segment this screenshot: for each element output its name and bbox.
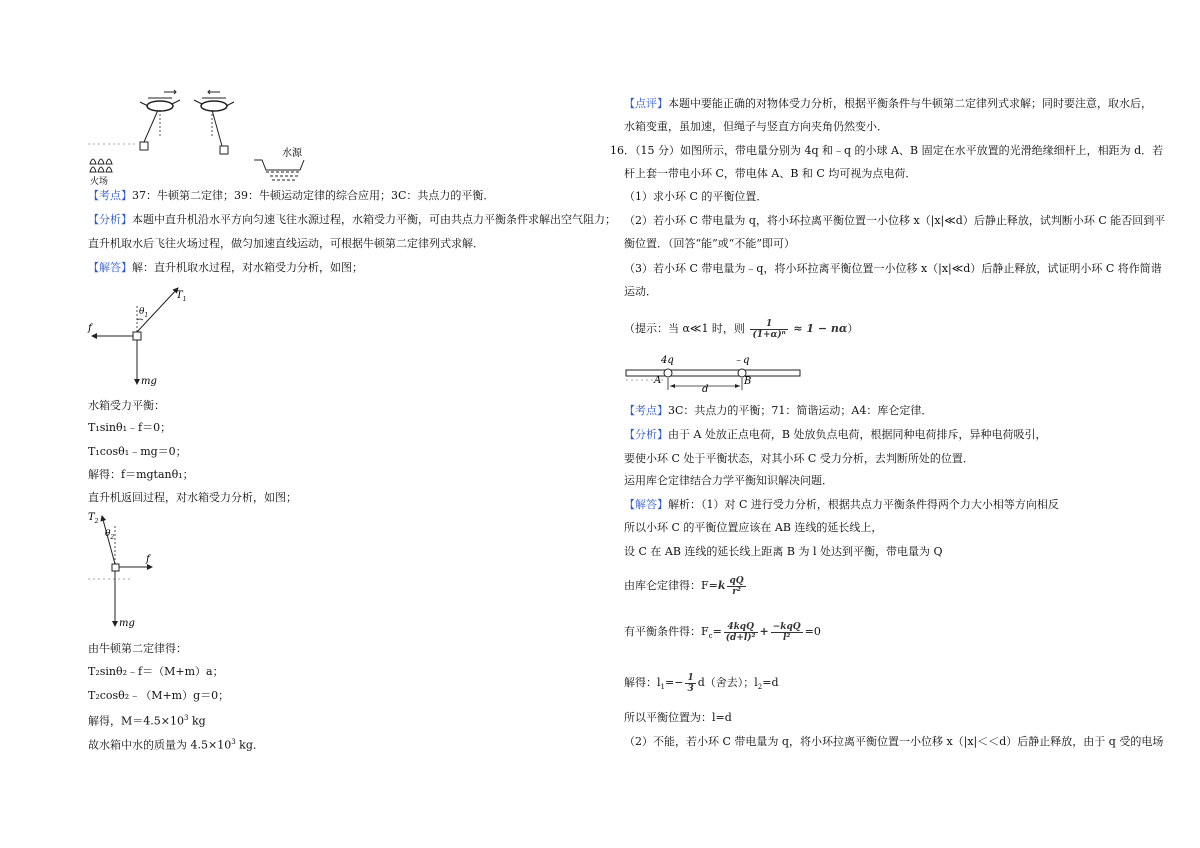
fenxi-line (88, 213, 616, 227)
fenxi-line-3: 运用库仑定律结合力学平衡知识解决问题． (624, 474, 833, 487)
solve-sub1: 1 (660, 683, 665, 692)
jieda-line-2: 所以小环 C 的平衡位置应该在 AB 连线的延长线上， (624, 521, 883, 534)
solve-1: 解得：f＝mgtanθ₁； (88, 468, 194, 481)
solve-end: =d (762, 676, 779, 689)
question-16-line-1: 16．（15 分）如图所示，带电量分别为 4q 和﹣q 的小球 A、B 固定在水平放置的光滑绝缘细杆上，相距为 d．若 (610, 144, 1164, 157)
force-diagram-2 (88, 508, 208, 628)
jieda-line-3: 设 C 在 AB 连线的延长线上距离 B 为 l 处达到平衡，带电量为 Q (624, 545, 943, 558)
question-16-part-3-line-2: 运动． (624, 285, 657, 298)
solve-den: 3 (687, 683, 694, 694)
solve-equation (624, 672, 779, 698)
kaodian-text: 3C：共点力的平衡；71：简谐运动；A4：库仑定律． (668, 404, 933, 417)
coulomb-fraction (727, 576, 745, 597)
fire-label: 火场 (90, 177, 109, 187)
charge-b-label: ﹣q (733, 355, 750, 366)
hint-den: (1+α)ⁿ (752, 329, 786, 340)
fenxi-line (624, 428, 1047, 442)
solve-after: d（舍去）；l (697, 676, 758, 689)
balance-d2: l² (782, 632, 791, 643)
label-d: d (702, 384, 709, 395)
newton-title: 由牛顿第二定律得： (88, 642, 187, 655)
question-16-line-2: 杆上套一带电小环 C，带电体 A、B 和 C 均可视为点电荷． (624, 167, 917, 180)
solve-fraction (685, 673, 695, 694)
coulomb-k: k (717, 579, 726, 592)
jieda-text: 解：直升机取水过程，对水箱受力分析，如图； (132, 261, 363, 274)
solve-mid: =− (665, 676, 684, 689)
equation-1: T₁sinθ₁﹣f＝0； (88, 421, 172, 434)
dianping-text: 本题中要能正确的对物体受力分析，根据平衡条件与牛顿第二定律列式求解；同时要注意，取水后， (668, 97, 1152, 110)
mg-label: mg (119, 618, 135, 629)
dianping-tag: 【点评】 (624, 97, 668, 110)
kaodian-tag: 【考点】 (624, 404, 668, 417)
final-answer (88, 735, 264, 753)
balance-n2: −kqQ (772, 621, 801, 632)
balance-sub: c (708, 632, 713, 641)
balance-d1: (d+l)² (725, 632, 756, 643)
hint-fraction (750, 319, 787, 340)
kaodian-text: 37：牛顿第二定律；39：牛顿运动定律的综合应用；3C：共点力的平衡． (132, 189, 495, 202)
jieda-line (624, 498, 1059, 512)
tension-label: $T_1$ (176, 290, 187, 303)
position-result: 所以平衡位置为：l=d (624, 711, 732, 724)
rod-figure (624, 352, 804, 394)
equation-4: T₂cosθ₂﹣（M+m）g＝0； (88, 689, 230, 702)
tension-label: $T_2$ (88, 512, 99, 525)
helicopter-figure (88, 88, 328, 188)
helicopter-left-icon (140, 90, 180, 150)
equation-2: T₁cosθ₁﹣mg＝0； (88, 445, 187, 458)
charge-a-label: 4q (661, 355, 674, 366)
balance-title: 水箱受力平衡： (88, 399, 165, 412)
balance-rhs: =0 (804, 625, 821, 638)
jieda-line (88, 261, 363, 275)
solve-2-exp: 3 (183, 714, 189, 722)
f-label: f (88, 323, 92, 334)
jieda-tag: 【解答】 (88, 261, 132, 274)
coulomb-prefix: 由库仑定律得：F= (624, 579, 718, 592)
kaodian-line (88, 189, 494, 203)
solve-2-prefix: 解得，M＝4.5×10 (88, 714, 184, 728)
balance-fraction-1 (724, 622, 758, 643)
fenxi-line-2: 直升机取水后飞往火场过程，做匀加速直线运动，可根据牛顿第二定律列式求解． (88, 237, 484, 250)
theta-label: $\theta_1$ (139, 307, 149, 319)
fenxi-text: 由于 A 处放正点电荷，B 处放负点电荷，根据同种电荷排斥，异种电荷吸引， (668, 428, 1047, 441)
balance-equation (624, 620, 821, 648)
coulomb-law (624, 574, 748, 598)
fenxi-line-2: 要使小环 C 处于平衡状态，对其小环 C 受力分析，去判断所处的位置． (624, 452, 974, 465)
balance-n1: 4kqQ (724, 622, 758, 633)
balance-eq: = (712, 625, 722, 638)
label-a: A (654, 375, 662, 386)
balance-fraction-2 (771, 622, 803, 643)
equation-3: T₂sinθ₂﹣f＝（M+m）a； (88, 665, 224, 678)
f-label: f (146, 554, 150, 565)
fenxi-tag: 【分析】 (88, 213, 132, 226)
final-unit: kg． (235, 738, 264, 752)
solve-prefix: 解得：l (624, 676, 661, 689)
coulomb-den: r² (732, 586, 741, 597)
kaodian-tag: 【考点】 (88, 189, 132, 202)
hint-line (624, 318, 858, 340)
solve-2-unit: kg (188, 714, 206, 728)
hint-rhs: ≈ 1 − nα (793, 322, 848, 335)
label-b: B (744, 376, 752, 387)
coulomb-num: qQ (729, 575, 744, 586)
hint-prefix: （提示：当 α≪1 时，则 (624, 322, 745, 335)
balance-plus: + (759, 625, 769, 638)
kaodian-line (624, 404, 932, 418)
hint-num: 1 (750, 319, 787, 330)
solve-sub2: 2 (757, 683, 763, 692)
part-2-answer: （2）不能，若小环 C 带电量为 q，将小环拉离平衡位置一小位移 x（|x|＜＜d）后静止释放，由于 q 受的电场 (624, 735, 1164, 748)
water-label: 水源 (282, 148, 302, 159)
fire-icon (90, 159, 112, 172)
return-text: 直升机返回过程，对水箱受力分析，如图； (88, 491, 297, 504)
theta-label: $\theta_2$ (105, 529, 115, 541)
question-16-part-2-line-2: 衡位置．（回答“能”或“不能”即可） (624, 237, 795, 250)
question-16-part-3-line-1: （3）若小环 C 带电量为﹣q，将小环拉离平衡位置一小位移 x（|x|≪d）后静止释放，试证明小环 C 将作简谐 (624, 262, 1162, 275)
final-exp: 3 (231, 738, 236, 746)
fenxi-tag: 【分析】 (624, 428, 668, 441)
ball-a (664, 369, 672, 377)
solve-num: 1 (687, 672, 694, 683)
jieda-text: 解析：（1）对 C 进行受力分析，根据共点力平衡条件得两个力大小相等方向相反 (668, 498, 1059, 511)
solve-2 (88, 711, 206, 729)
dianping-line (624, 97, 1152, 111)
mg-label: mg (141, 376, 157, 387)
dianping-line-2: 水箱变重，虽加速，但绳子与竖直方向夹角仍然变小． (624, 120, 888, 133)
water-icon (254, 160, 304, 180)
question-16-part-2-line-1: （2）若小环 C 带电量为 q，将小环拉离平衡位置一小位移 x（|x|≪d）后静止释放，试判断小环 C 能否回到平 (624, 214, 1166, 227)
hint-suffix: ） (847, 322, 859, 335)
fenxi-text: 本题中直升机沿水平方向匀速飞往水源过程，水箱受力平衡，可由共点力平衡条件求解出空气阻力； (132, 213, 616, 226)
force-diagram-1 (88, 284, 208, 394)
final-prefix: 故水箱中水的质量为 4.5×10 (88, 738, 232, 752)
question-16-part-1: （1）求小环 C 的平衡位置． (624, 190, 768, 203)
helicopter-right-icon (194, 90, 234, 154)
jieda-tag: 【解答】 (624, 498, 668, 511)
balance-prefix: 有平衡条件得：F (624, 625, 709, 638)
